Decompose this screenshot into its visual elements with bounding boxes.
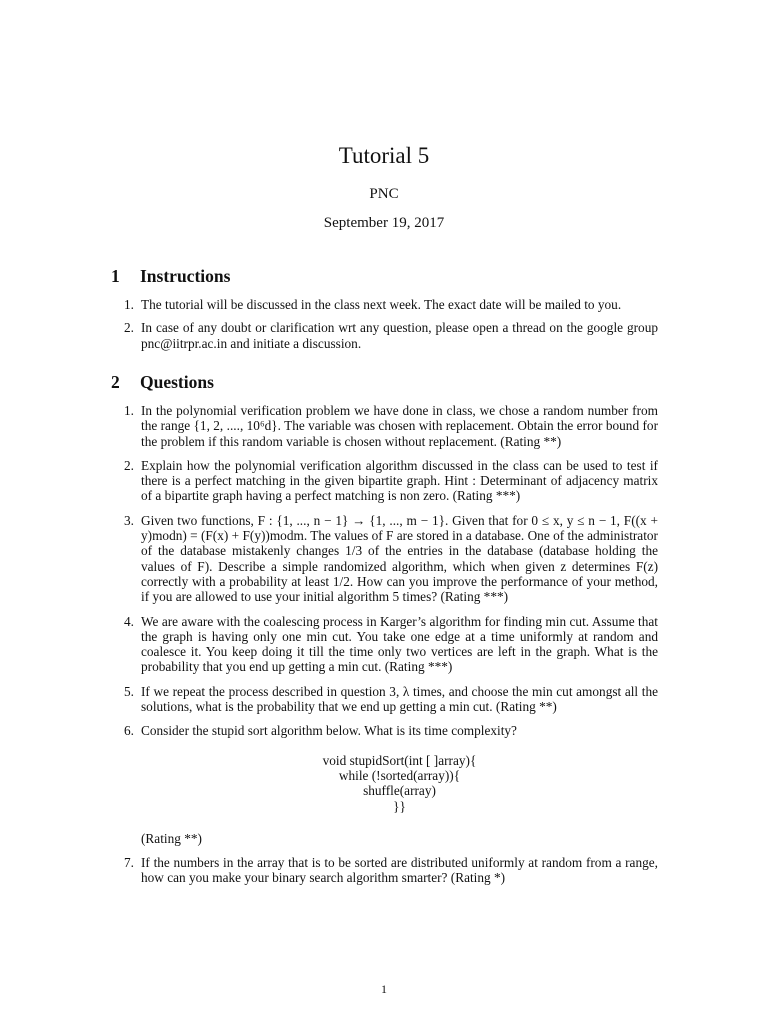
list-marker: 2. (124, 320, 134, 336)
question-text: If we repeat the process described in question 3, λ times, and choose the min cut amongst all the solutions, what is the probability that we end up getting a min cut. (Rating **) (141, 683, 658, 715)
list-marker: 4. (124, 613, 134, 629)
question-item (110, 458, 658, 504)
question-item (110, 614, 658, 675)
list-marker: 1. (124, 403, 134, 418)
list-marker: 5. (124, 683, 134, 699)
page-number: 1 (381, 982, 387, 996)
question-text: Explain how the polynomial verification algorithm discussed in the class can be used to test if there is a perfect matching in the given bipartite graph. Hint : Determinant of adjacency matrix of a bipartite graph having a perfect matching is non zero. (Rating ***) (141, 457, 658, 504)
document-date: September 19, 2017 (323, 215, 445, 231)
question-item (110, 855, 658, 886)
code-line: void stupidSort(int [ ]array){ (322, 752, 477, 768)
question-text: In the polynomial verification problem we have done in class, we chose a random number from the range {1, 2, ...., 10⁶d}. The variable was chosen with replacement. Obtain the error bound for the problem if this random variable is chosen without replacement. (Rating **) (141, 403, 658, 449)
section-heading-questions (111, 372, 214, 393)
question-item (110, 723, 658, 846)
list-marker: 3. (124, 512, 134, 528)
questions-list (110, 403, 658, 895)
section-heading-instructions (111, 266, 230, 287)
list-item (110, 297, 658, 312)
section-number: 1 (111, 266, 120, 286)
document-title: Tutorial 5 (338, 143, 430, 168)
question-text: If the numbers in the array that is to be sorted are distributed uniformly at random from a range, how can you make your binary search algorithm smarter? (Rating *) (141, 855, 658, 886)
list-marker: 7. (124, 855, 134, 871)
question-text: Consider the stupid sort algorithm below. What is its time complexity? (141, 723, 517, 739)
question-item (110, 403, 658, 449)
section-title: Questions (140, 372, 214, 392)
section-number: 2 (111, 372, 120, 392)
question-text: Given two functions, F : {1, ..., n − 1} → {1, ..., m − 1}. Given that for 0 ≤ x, y ≤ n − 1, F((x + y)modn) = (F(x) + F(y))modm. The values of F are stored in a database. One of the administrator of the database mistakenly changes 1/3 of the entries in the database (database holding the values of F). Describe a simple randomized algorithm, which when given z determines F(z) correctly with a probability at least 1/2. How can you improve the performance of your method, if you are allowed to use your initial algorithm 5 times? (Rating ***) (141, 512, 658, 605)
list-item (110, 320, 658, 351)
code-line: while (!sorted(array)){ (338, 767, 461, 783)
list-item-text: In case of any doubt or clarification wrt any question, please open a thread on the google group pnc@iitrpr.ac.in and initiate a discussion. (141, 320, 658, 351)
instructions-list (110, 297, 658, 359)
code-line: }} (393, 798, 406, 814)
list-marker: 2. (124, 457, 134, 473)
question-item (110, 513, 658, 605)
code-line: shuffle(array) (363, 783, 436, 799)
code-block (141, 753, 658, 814)
list-marker: 6. (124, 723, 134, 739)
list-marker: 1. (124, 297, 134, 312)
section-title: Instructions (140, 266, 231, 286)
question-text: We are aware with the coalescing process in Karger’s algorithm for finding min cut. Assume that the graph is having only one min cut. You take one edge at a time uniformly at random and coalesce it. You keep doing it till the time only two vertices are left in the graph. What is the probability that you end up getting a min cut. (Rating ***) (141, 613, 658, 675)
document-author: PNC (369, 186, 399, 202)
list-item-text: The tutorial will be discussed in the class next week. The exact date will be mailed to you. (141, 297, 622, 312)
rating-label: (Rating **) (141, 830, 202, 846)
question-item (110, 684, 658, 715)
